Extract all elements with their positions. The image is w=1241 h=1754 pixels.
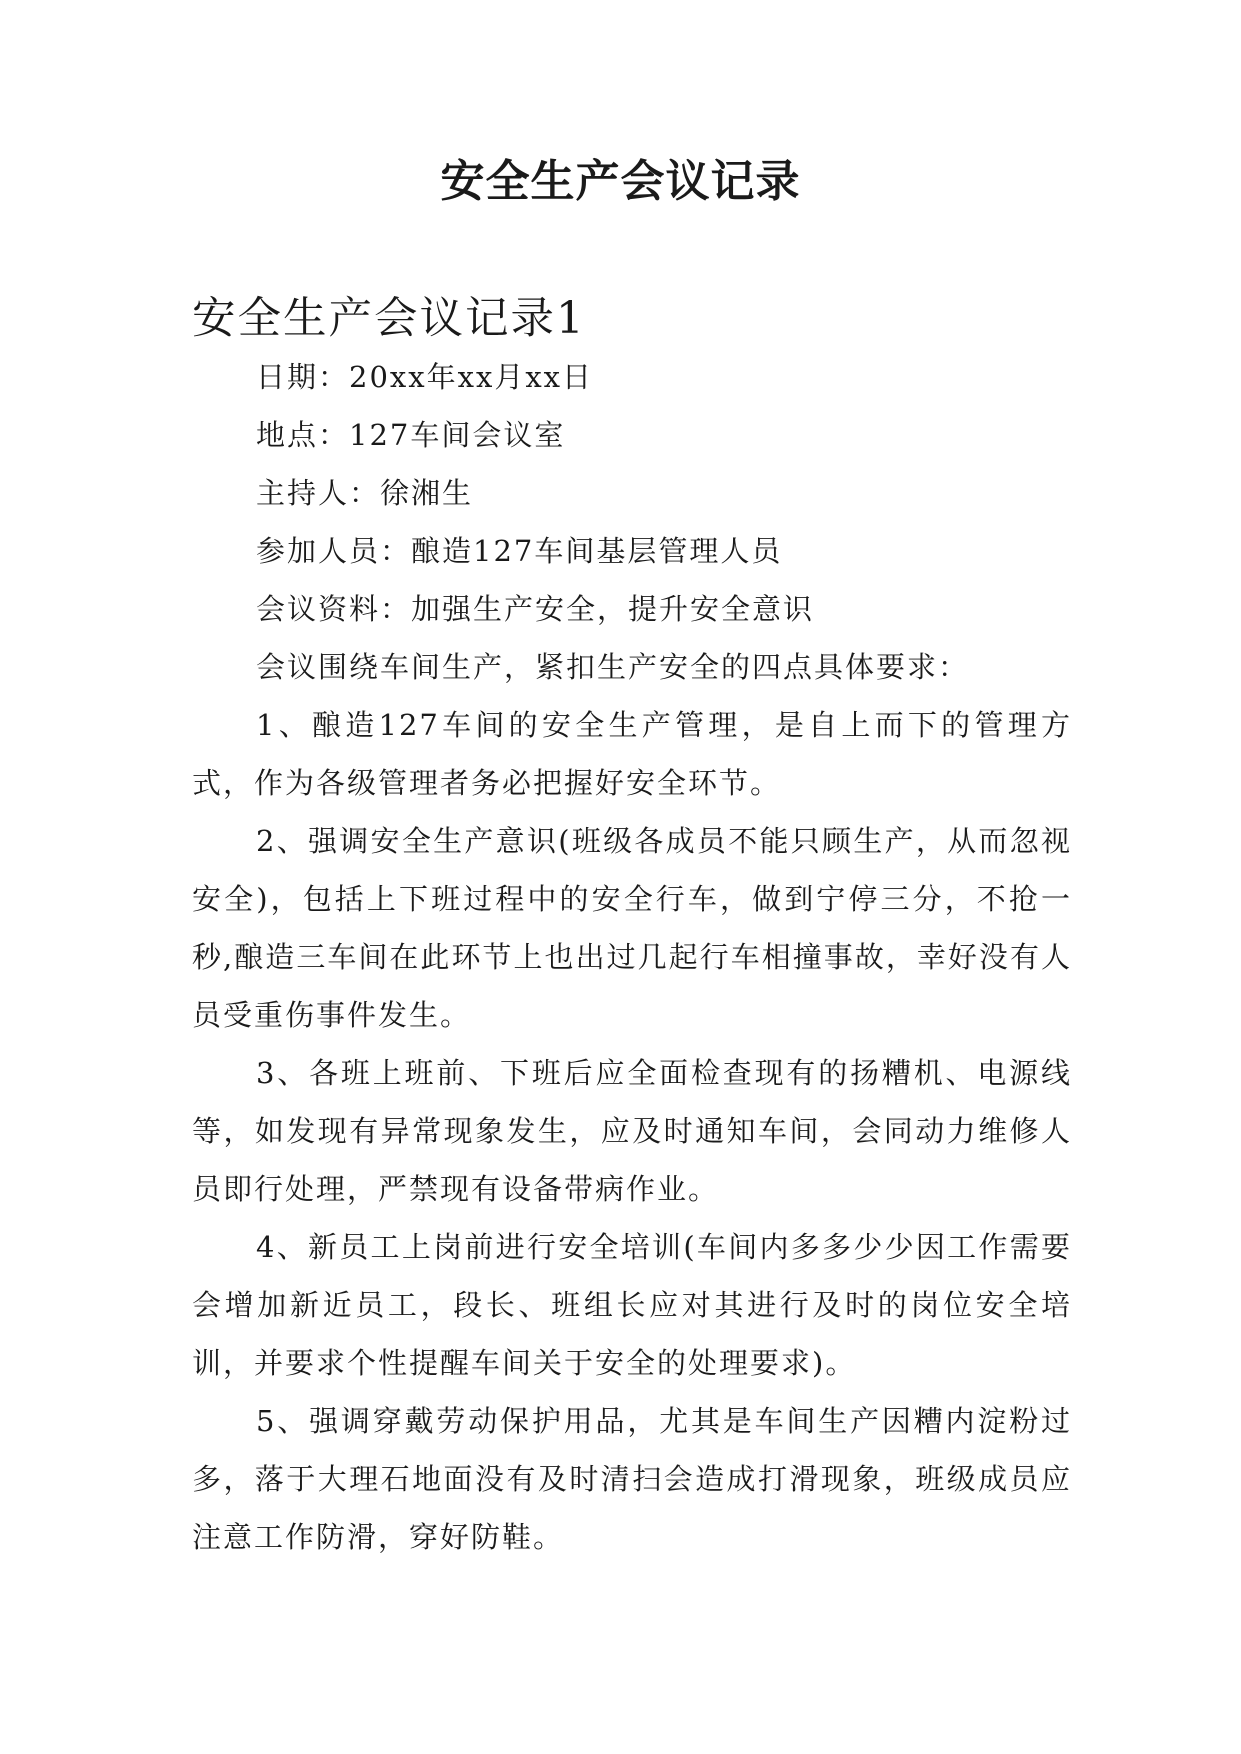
- document-title: 安全生产会议记录: [440, 156, 801, 207]
- meeting-participants: 参加人员：酿造127车间基层管理人员: [256, 534, 783, 568]
- requirement-item-5: 5、强调穿戴劳动保护用品，尤其是车间生产因糟内淀粉过多，落于大理石地面没有及时清扫会造成打滑现象，班级成员应注意工作防滑，穿好防鞋。: [192, 1404, 1072, 1554]
- meeting-intro: 会议围绕车间生产，紧扣生产安全的四点具体要求：: [256, 650, 970, 684]
- section-heading: 安全生产会议记录1: [192, 294, 586, 344]
- meeting-host: 主持人：徐湘生: [256, 476, 474, 510]
- requirement-item-2: 2、强调安全生产意识(班级各成员不能只顾生产，从而忽视安全)，包括上下班过程中的安全行车，做到宁停三分，不抢一秒,酿造三车间在此环节上也出过几起行车相撞事故，幸好没有人员受重伤事件发生。: [192, 824, 1072, 1032]
- document-body: [192, 290, 1072, 1566]
- meeting-date: 日期：20xx年xx月xx日: [256, 360, 594, 394]
- requirement-item-3: 3、各班上班前、下班后应全面检查现有的扬糟机、电源线等，如发现有异常现象发生，应及时通知车间，会同动力维修人员即行处理，严禁现有设备带病作业。: [192, 1056, 1072, 1206]
- requirement-item-4: 4、新员工上岗前进行安全培训(车间内多多少少因工作需要会增加新近员工，段长、班组长应对其进行及时的岗位安全培训，并要求个性提醒车间关于安全的处理要求)。: [192, 1230, 1072, 1380]
- requirement-item-1: 1、酿造127车间的安全生产管理，是自上而下的管理方式，作为各级管理者务必把握好安全环节。: [192, 708, 1072, 800]
- meeting-topic: 会议资料：加强生产安全，提升安全意识: [256, 592, 815, 626]
- meeting-location: 地点：127车间会议室: [256, 418, 566, 452]
